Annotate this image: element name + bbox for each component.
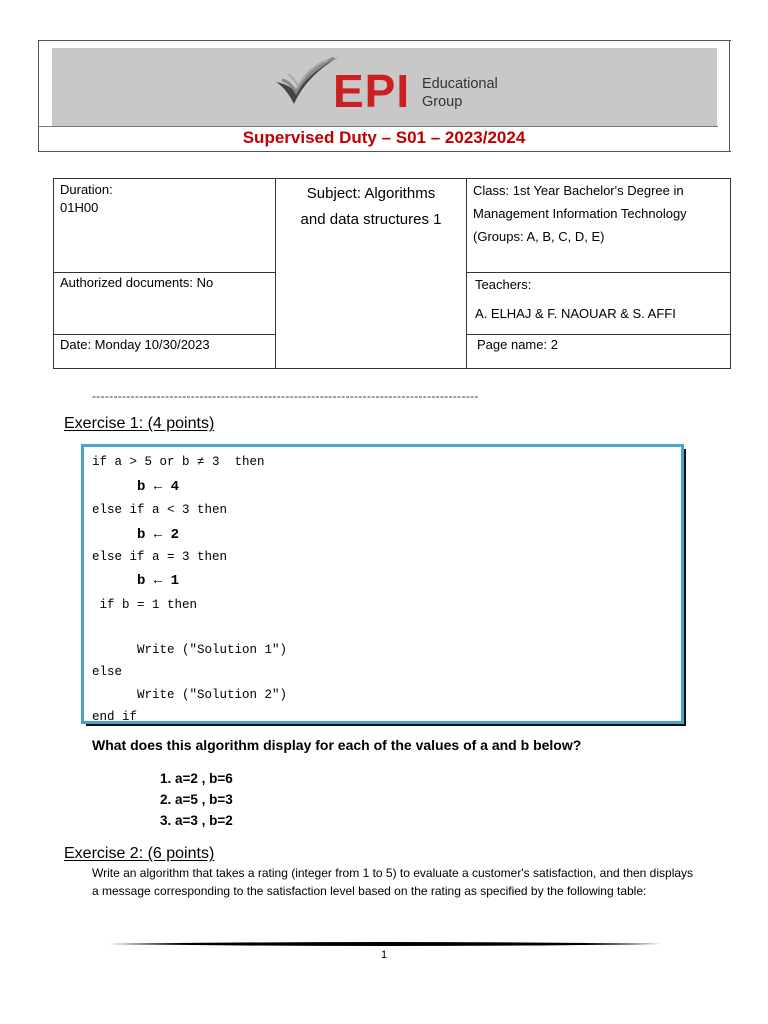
teachers-cell [467,273,731,335]
page-name: Page name: 2 [477,337,558,352]
class-cell [467,179,731,273]
teachers-names: A. ELHAJ & F. NAOUAR & S. AFFI [475,306,676,321]
class-line-2: Management Information Technology [473,206,687,221]
exam-date: Date: Monday 10/30/2023 [60,337,210,352]
exercise-1-title: Exercise 1: (4 points) [64,415,215,432]
duration-value: 01H00 [60,200,99,215]
class-line-3: (Groups: A, B, C, D, E) [473,229,605,244]
duration-cell [54,179,276,273]
page-name-cell [467,335,731,369]
logo-epi: EPI [333,65,411,117]
exercise-1-question: What does this algorithm display for each of the values of a and b below? [92,737,582,753]
teachers-label: Teachers: [475,277,532,292]
exercise-2-statement: Write an algorithm that takes a rating (integer from 1 to 5) to evaluate a customer's satisfaction, and then displays a message corresponding to the satisfaction level based on the rating as specified by the following table: [92,866,694,898]
duration-label: Duration: [60,182,113,197]
code-line-10: Write ("Solution 2") [137,688,288,702]
code-line-9: else [92,665,123,679]
subject-cell [276,179,467,369]
exam-info-table [53,178,731,369]
code-line-1: if a > 5 or b ≠ 3 then [92,455,265,469]
class-line-1: Class: 1st Year Bachelor's Degree in [473,183,684,198]
date-cell [54,335,276,369]
code-line-6: b ← 1 [137,573,180,589]
separator-line: ------------------------------------------------------------------------------------------ [92,389,479,403]
code-line-2: b ← 4 [137,479,180,495]
exercise-2-title: Exercise 2: (6 points) [64,845,215,862]
case-item-1: 1. a=2 , b=6 [160,771,233,786]
code-line-4: b ← 2 [137,527,180,543]
code-line-11: end if [92,710,138,724]
banner-divider [38,126,718,127]
case-item-3: 3. a=3 , b=2 [160,813,233,828]
case-item-2: 2. a=5 , b=3 [160,792,233,807]
code-line-7: if b = 1 then [92,598,198,612]
code-line-5: else if a = 3 then [92,550,228,564]
authorized-documents: Authorized documents: No [60,275,214,290]
logo-subtitle-group: Group [422,94,463,110]
page-number: 1 [380,949,388,961]
subject-line-2: and data structures 1 [300,211,442,228]
authorized-cell [54,273,276,335]
document-title: Supervised Duty – S01 – 2023/2024 [242,128,526,147]
code-line-3: else if a < 3 then [92,503,228,517]
subject-line-1: Subject: Algorithms [306,185,436,202]
algorithm-code-box [81,444,684,724]
logo-subtitle-educational: Educational [422,76,498,92]
code-line-8: Write ("Solution 1") [137,643,288,657]
